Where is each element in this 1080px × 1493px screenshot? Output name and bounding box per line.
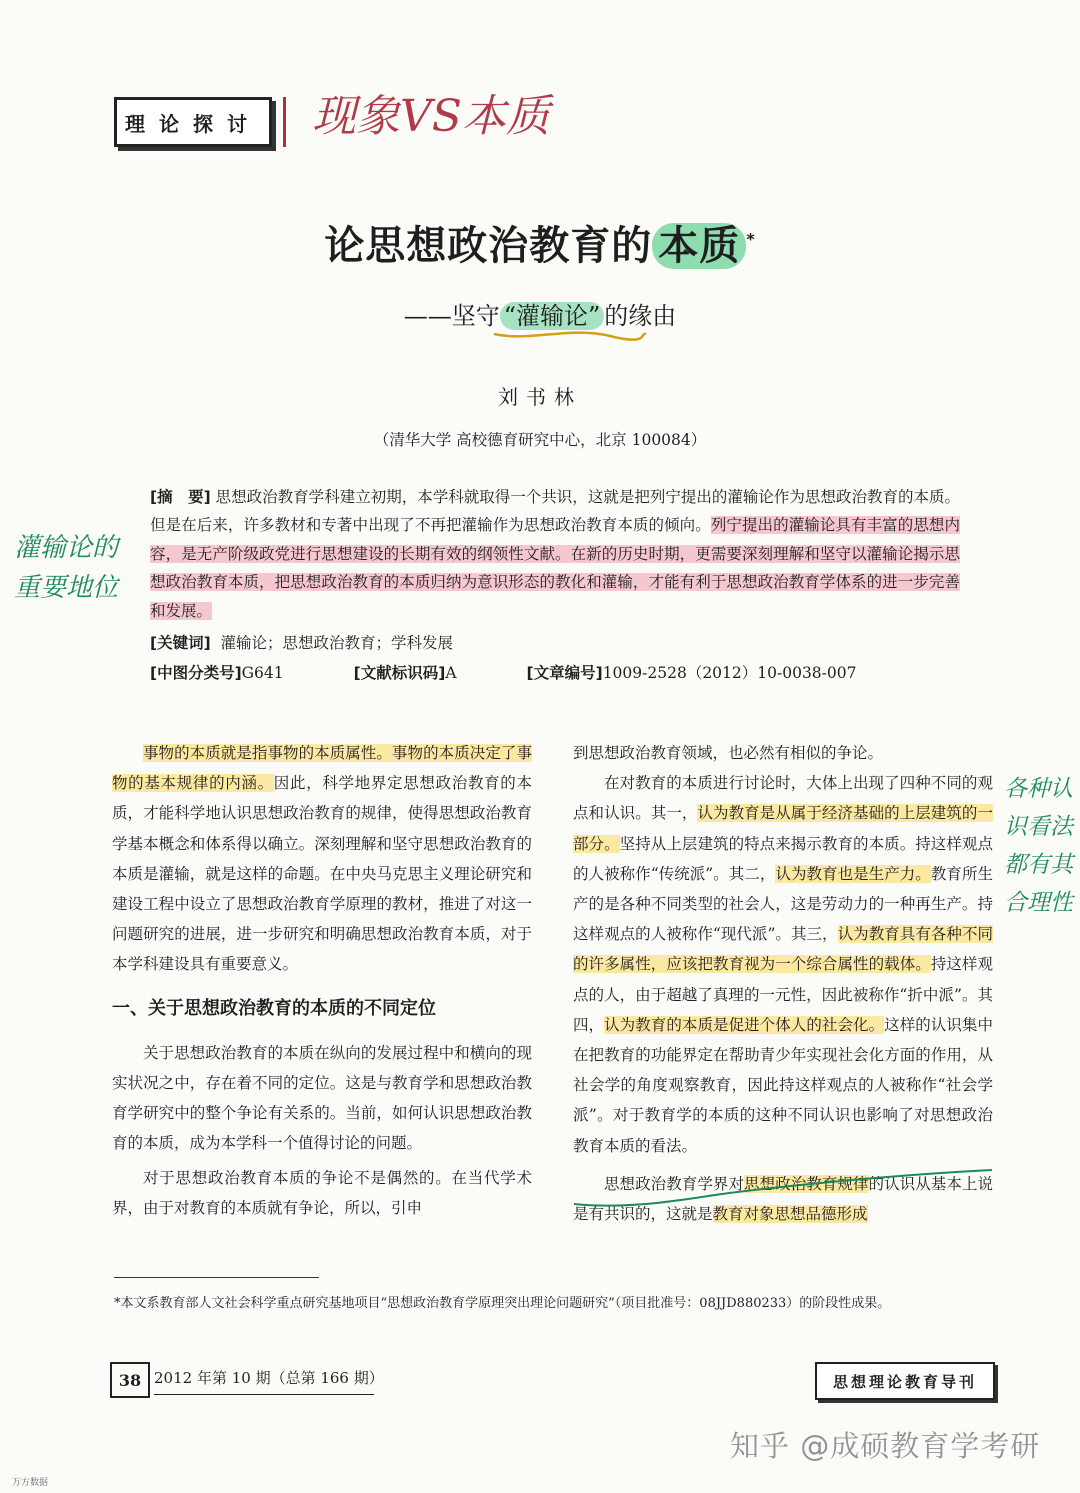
view-4-highlight: 认为教育的本质是促进个体人的社会化。 bbox=[604, 1015, 885, 1034]
title-main: 论思想政治教育的 bbox=[324, 223, 653, 269]
left-p3: 对于思想政治教育本质的争论不是偶然的。在当代学术界，由于对教育的本质就有争论，所以，引申 bbox=[112, 1168, 532, 1217]
article-title bbox=[0, 214, 1080, 271]
abstract-label: [摘 要] bbox=[150, 488, 211, 506]
keywords bbox=[150, 629, 960, 657]
handwritten-note-left: 灌输论的 重要地位 bbox=[14, 533, 119, 603]
doc-code: A bbox=[445, 664, 457, 683]
right-continuation: 到思想政治教育领域，也必然有相似的争论。 bbox=[573, 744, 884, 762]
tag-divider bbox=[283, 97, 286, 147]
page-number: 38 bbox=[110, 1362, 150, 1398]
section-heading: 一、关于思想政治教育的本质的不同定位 bbox=[112, 997, 436, 1019]
author: 刘书林 bbox=[498, 385, 582, 409]
formation-highlight: 教育对象思想品德形成 bbox=[712, 1205, 868, 1224]
left-column bbox=[112, 738, 532, 1223]
article-subtitle bbox=[0, 296, 1080, 331]
footnote-rule bbox=[114, 1277, 319, 1278]
abstract-text: 思想政治教育学科建立初期，本学科就取得一个共识，这就是把列宁提出的灌输论作为思想政治教育的本质。但是在后来，许多教材和专著中出现了不再把灌输作为思想政治教育本质的倾向。 bbox=[150, 488, 960, 535]
footnote: *本文系教育部人文社会科学重点研究基地项目“思想政治教育学原理突出理论问题研究”（项目批准号：08JJD880233）的阶段性成果。 bbox=[114, 1296, 891, 1311]
affiliation: （清华大学 高校德育研究中心，北京 100084） bbox=[373, 431, 707, 449]
subtitle-highlight: “灌输论” bbox=[500, 302, 605, 330]
journal-name: 思想理论教育导刊 bbox=[815, 1362, 995, 1400]
section-tag: 理论探讨 bbox=[114, 97, 272, 147]
law-highlight: 思想政治教育规律 bbox=[744, 1174, 869, 1193]
handwritten-note-right: 各种认 识看法 都有其 合理性 bbox=[1004, 776, 1073, 916]
article-number: 1009-2528（2012）10-0038-007 bbox=[602, 664, 857, 683]
right-underline-annotation bbox=[572, 1168, 1002, 1218]
keywords-label: [关键词] bbox=[150, 634, 211, 653]
classification-row: [中图分类号]G641 [文献标识码]A [文章编号]1009-2528（2012）10-0038-007 bbox=[150, 664, 857, 683]
left-p1-highlight: 事物的本质就是指事物的本质属性。事物的本质决定了事物的基本规律的内涵。 bbox=[112, 744, 532, 793]
corner-mark: 万方数据 bbox=[12, 1478, 49, 1488]
left-p1-text: 因此，科学地界定思想政治教育的本质，才能科学地认识思想政治教育的规律，使得思想政治教育学基本概念和体系得以确立。深刻理解和坚守思想政治教育的本质是灌输，就是这样的命题。在中央马克思主义理论研究和建设工程中设立了思想政治教育学原理的教材，推进了对这一问题研究的进展，进一步研究和明确思想政治教育本质，对于本学科建设具有重要意义。 bbox=[112, 774, 532, 974]
issue-rule bbox=[154, 1394, 374, 1395]
view-1-highlight: 认为教育是从属于经济基础的上层建筑的一部分。 bbox=[573, 804, 993, 853]
title-highlight: 本质 bbox=[652, 223, 746, 269]
keywords-text: 灌输论；思想政治教育；学科发展 bbox=[220, 634, 454, 653]
subtitle-pre: ——坚守 bbox=[403, 302, 500, 330]
handwritten-note-top: 现象VS本质 bbox=[312, 91, 550, 142]
view-2-highlight: 认为教育也是生产力。 bbox=[775, 864, 931, 883]
watermark: 知乎 @成硕教育学考研 bbox=[730, 1429, 1041, 1463]
abstract-highlight: 列宁提出的灌输论具有丰富的思想内容，是无产阶级政党进行思想建设的长期有效的纲领性文献。在新的历史时期，更需要深刻理解和坚守以灌输论揭示思想政治教育本质，把思想政治教育的本质归纳为意识形态的教化和灌输，才能有利于思想政治教育学体系的进一步完善和发展。 bbox=[150, 516, 960, 620]
left-p2: 关于思想政治教育的本质在纵向的发展过程中和横向的现实状况之中，存在着不同的定位。这是与教育学和思想政治教育学研究中的整个争论有关系的。当前，如何认识思想政治教育的本质，成为本学科一个值得讨论的问题。 bbox=[112, 1043, 532, 1153]
title-footnote-mark: * bbox=[746, 229, 756, 249]
subtitle-underline bbox=[490, 328, 650, 342]
clc-code: G641 bbox=[241, 664, 284, 683]
subtitle-post: 的缘由 bbox=[604, 302, 677, 330]
abstract bbox=[150, 483, 960, 688]
view-3-highlight: 认为教育具有各种不同的许多属性，应该把教育视为一个综合属性的载体。 bbox=[573, 925, 993, 974]
right-column: 到思想政治教育领域，也必然有相似的争论。 在对教育的本质进行讨论时，大体上出现了四种不同的观点和认识。其一，认为教育是从属于经济基础的上层建筑的一部分。坚持从上层建筑的特点来揭示教育的本质。持这样观点的人被称作“传统派”。其二，认为教育也是生产力。教育所生产的是各种不同类型的社会人，这是劳动力的一种再生产。持这样观点的人被称作“现代派”。其三，认为教育具有各种不同的许多属性，应该把教育视为一个综合属性的载体。持这样观点的人，由于超越了真理的一元性，因此被称作“折中派”。其四，认为教育的本质是促进个体人的社会化。这样的认识集中在把教育的功能界定在帮助青少年实现社会化方面的作用，从社会学的角度观察教育，因此持这样观点的人被称作“社会学派”。对于教育学的本质的这种不同认识也影响了对思想政治教育本质的看法。 思想政治教育学界对思想政治教育规律的认识从基本上说是有共识的，这就是教育对象思想品德形成 bbox=[573, 738, 993, 1229]
issue-info: 2012 年第 10 期（总第 166 期） bbox=[154, 1369, 384, 1387]
